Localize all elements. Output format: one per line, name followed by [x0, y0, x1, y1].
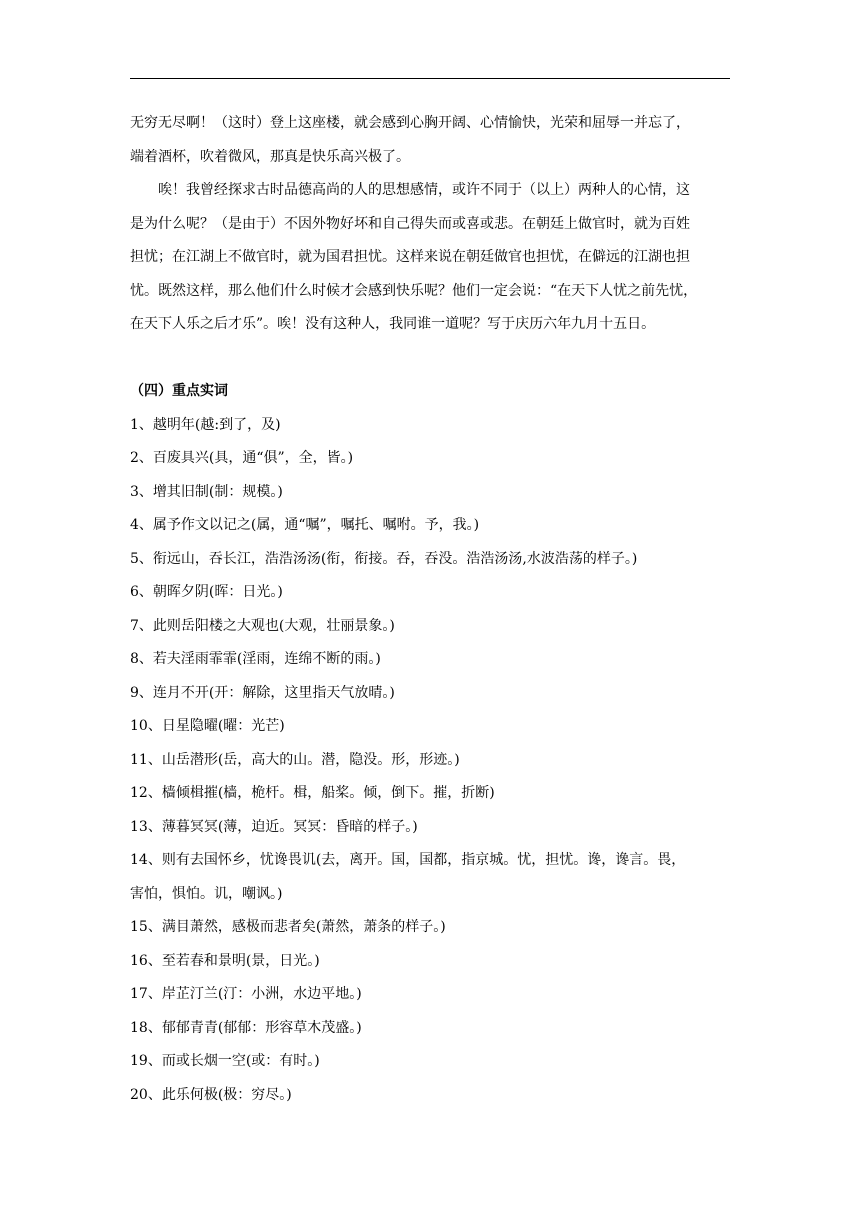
- text-line: 忧。既然这样，那么他们什么时候才会感到快乐呢？他们一定会说：“在天下人忧之前先忧，: [130, 282, 698, 299]
- text-line: 无穷无尽啊！（这时）登上这座楼，就会感到心胸开阔、心情愉快，光荣和屈辱一并忘了，: [130, 115, 690, 131]
- translation-paragraph-2: [130, 174, 735, 342]
- list-item: 3、增其旧制(制：规模。): [130, 483, 283, 500]
- list-item: 10、日星隐曜(曜：光芒): [130, 718, 285, 734]
- translation-paragraph-1: [130, 107, 735, 174]
- list-item: 2、百废具兴(具，通“俱”，全，皆。): [130, 450, 354, 466]
- list-item: 16、至若春和景明(景，日光。): [130, 952, 320, 969]
- list-item: 12、樯倾楫摧(樯，桅杆。楫，船桨。倾，倒下。摧，折断): [130, 785, 495, 801]
- document-body: [130, 107, 735, 1112]
- list-item: 1、越明年(越:到了，及): [130, 416, 281, 433]
- header-rule: [130, 78, 730, 79]
- list-item: 15、满目萧然，感极而悲者矣(萧然，萧条的样子。): [130, 919, 446, 935]
- list-item: 6、朝晖夕阴(晖：日光。): [130, 584, 283, 600]
- vocab-list: [130, 409, 735, 1113]
- list-item: 5、衔远山，吞长江，浩浩汤汤(衔，衔接。吞，吞没。浩浩汤汤,水波浩荡的样子。): [130, 550, 638, 567]
- list-item: 18、郁郁青青(郁郁：形容草木茂盛。): [130, 1019, 362, 1036]
- list-item: 19、而或长烟一空(或：有时。): [130, 1053, 320, 1069]
- list-item: 17、岸芷汀兰(汀：小洲，水边平地。): [130, 986, 362, 1002]
- list-item: 11、山岳潜形(岳，高大的山。潜，隐没。形，形迹。): [130, 751, 460, 768]
- list-item-continuation: 害怕，惧怕。讥，嘲讽。): [130, 885, 283, 902]
- list-item: 7、此则岳阳楼之大观也(大观，壮丽景象。): [130, 617, 395, 634]
- list-item: 8、若夫淫雨霏霏(淫雨，连绵不断的雨。): [130, 651, 381, 667]
- section-heading: （四）重点实词: [130, 383, 228, 399]
- text-line: 唉！我曾经探求古时品德高尚的人的思想感情，或许不同于（以上）两种人的心情，这: [158, 182, 690, 198]
- list-item: 20、此乐何极(极：穷尽。): [130, 1086, 292, 1103]
- list-item: 14、则有去国怀乡，忧谗畏讥(去，离开。国，国都，指京城。忧，担忧。谗，谗言。畏，: [130, 852, 686, 868]
- list-item: 4、属予作文以记之(属，通“嘱”，嘱托、嘱咐。予，我。): [130, 517, 480, 533]
- text-line: 端着酒杯，吹着微风，那真是快乐高兴极了。: [130, 148, 410, 165]
- text-line: 担忧；在江湖上不做官时，就为国君担忧。这样来说在朝廷做官也担忧，在僻远的江湖也担: [130, 249, 690, 265]
- text-line: 在天下人乐之后才乐”。唉！没有这种人，我同谁一道呢？写于庆历六年九月十五日。: [130, 316, 656, 332]
- list-item: 13、薄暮冥冥(薄，迫近。冥冥：昏暗的样子。): [130, 818, 418, 835]
- text-line: 是为什么呢？（是由于）不因外物好坏和自己得失而或喜或悲。在朝廷上做官时，就为百姓: [130, 215, 690, 232]
- list-item: 9、连月不开(开：解除，这里指天气放晴。): [130, 684, 395, 701]
